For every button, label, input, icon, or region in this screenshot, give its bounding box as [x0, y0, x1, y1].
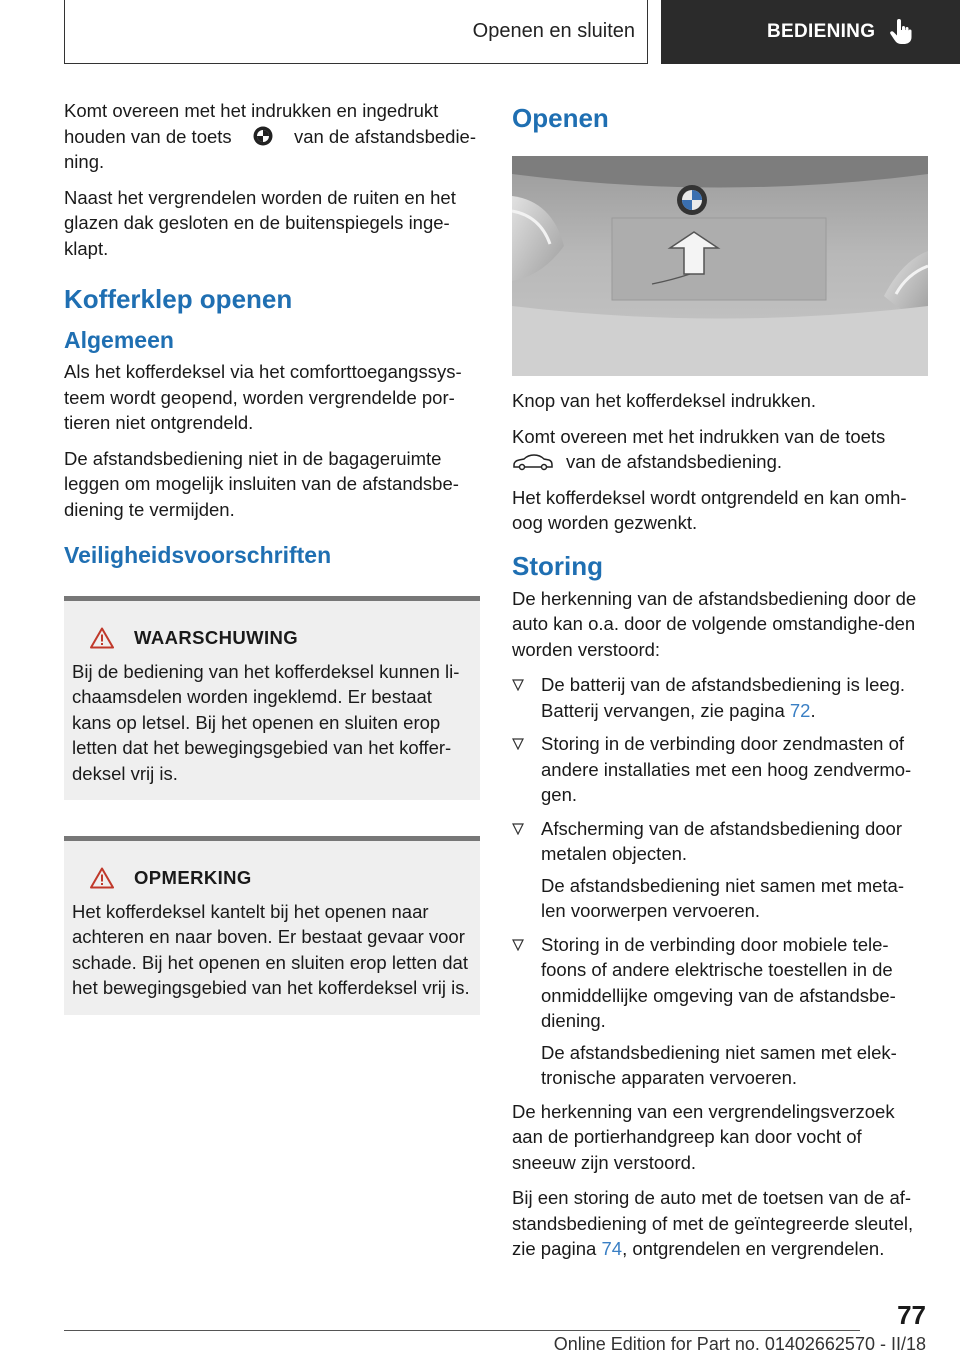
paragraph-lock-button: [64, 98, 480, 175]
heading-veiligheidsvoorschriften: Veiligheidsvoorschriften: [64, 542, 332, 568]
text: .: [810, 699, 816, 721]
page-number: 77: [897, 1300, 926, 1330]
section-tab: [64, 0, 648, 64]
bullet-triangle-icon: [512, 939, 524, 951]
warning-title: [90, 625, 470, 651]
text: , ontgrendelen en vergrendelen.: [622, 1238, 885, 1259]
paragraph-algemeen-2: De afstandsbediening niet in de bagageruimte leggen om mogelijk insluiten van de afstandsbe-diening te vermijden.: [64, 447, 459, 520]
heading-openen: Openen: [512, 103, 609, 133]
heading-algemeen: Algemeen: [64, 327, 174, 353]
right-column: [512, 98, 928, 1272]
text: van de afstandsbediening.: [566, 451, 783, 472]
note-title: [90, 865, 470, 891]
heading-storing: Storing: [512, 550, 603, 581]
text: Bij een storing de auto met de toetsen van de af-standsbediening of met de geïntegreerde sleutel, zie pagina: [512, 1187, 914, 1259]
text: De afstandsbediening niet samen met elek-tronische apparaten vervoeren.: [541, 1041, 897, 1088]
paragraph-portier: De herkenning van een vergrendelingsverzoek aan de portierhandgreep kan door vocht of sneeuw zijn verstoord.: [512, 1100, 895, 1173]
bullet-triangle-icon: [512, 823, 524, 835]
page-link-74[interactable]: 74: [601, 1238, 623, 1259]
list-item: [512, 816, 928, 924]
note-box: [64, 836, 480, 1015]
page-link-72[interactable]: 72: [789, 699, 811, 721]
warning-label: WAARSCHUWING: [134, 627, 299, 648]
hand-pointer-icon: [889, 19, 913, 45]
text: Komt overeen met het indrukken en ingedrukt houden van de toets: [64, 100, 439, 147]
text: Komt overeen met het indrukken van de toets: [512, 425, 886, 447]
note-text: Het kofferdeksel kantelt bij het openen naar achteren en naar boven. Er bestaat gevaar voor schade. Bij het openen en sluiten erop letten dat het bewegingsgebied van het kofferdeksel vrij is.: [72, 900, 470, 998]
bullet-triangle-icon: [512, 738, 524, 750]
section-title: Openen en sluiten: [472, 20, 635, 42]
heading-kofferklep-openen: Kofferklep openen: [64, 284, 293, 314]
text: Storing in de verbinding door zendmasten of andere installaties met een hoog zendvermo-gen.: [541, 733, 912, 805]
image-caption: Knop van het kofferdeksel indrukken.: [512, 390, 817, 411]
left-column: [64, 98, 480, 1015]
bmw-logo-icon: [253, 126, 273, 146]
list-item: [512, 672, 928, 723]
warning-text: Bij de bediening van het kofferdeksel kunnen li-chaamsdelen worden ingeklemd. Er bestaat kans op letsel. Bij het openen en sluiten erop letten dat het bewegingsgebied van het koffer-deksel vrij is.: [72, 660, 460, 784]
warning-triangle-icon: [90, 627, 114, 649]
edition-info: Online Edition for Part no. 01402662570 - II/18: [553, 1334, 926, 1354]
paragraph-storing-intro: De herkenning van de afstandsbediening door de auto kan o.a. door de volgende omstandighe-den worden verstoord:: [512, 587, 917, 660]
text: Afscherming van de afstandsbediening door metalen objecten.: [541, 817, 902, 864]
footer-divider: [64, 1330, 860, 1331]
text: De afstandsbediening niet samen met meta-len voorwerpen vervoeren.: [541, 874, 905, 921]
warning-box: [64, 596, 480, 800]
paragraph-sleutel: [512, 1185, 928, 1262]
text: De batterij van de afstandsbediening is leeg. Batterij vervangen, zie pagina: [541, 674, 906, 721]
text: Storing in de verbinding door mobiele tele-foons of andere elektrische toestellen in de onmiddellijke omgeving van de afstandsbe-diening.: [541, 933, 896, 1031]
storing-list: [512, 672, 928, 1091]
chapter-tab: [661, 0, 960, 64]
paragraph-ontgrendeld: Het kofferdeksel wordt ontgrendeld en kan omh-oog worden gezwenkt.: [512, 486, 907, 533]
bullet-triangle-icon: [512, 679, 524, 691]
note-label: OPMERKING: [134, 867, 252, 888]
paragraph-closing: Naast het vergrendelen worden de ruiten en het glazen dak gesloten en de buitenspiegels inge-klapt.: [64, 186, 456, 259]
list-item: [512, 932, 928, 1091]
trunk-button-illustration: [512, 156, 928, 376]
car-trunk-key-icon: [512, 453, 554, 471]
paragraph-toets: [512, 424, 928, 475]
list-item: [512, 731, 928, 808]
paragraph-algemeen-1: Als het kofferdeksel via het comforttoegangssys-teem wordt geopend, worden vergrendelde por-tieren niet ontgrendeld.: [64, 361, 462, 433]
chapter-title: BEDIENING: [767, 21, 876, 42]
text: van de afstandsbedie-ning.: [64, 125, 476, 172]
warning-triangle-icon: [90, 867, 114, 889]
